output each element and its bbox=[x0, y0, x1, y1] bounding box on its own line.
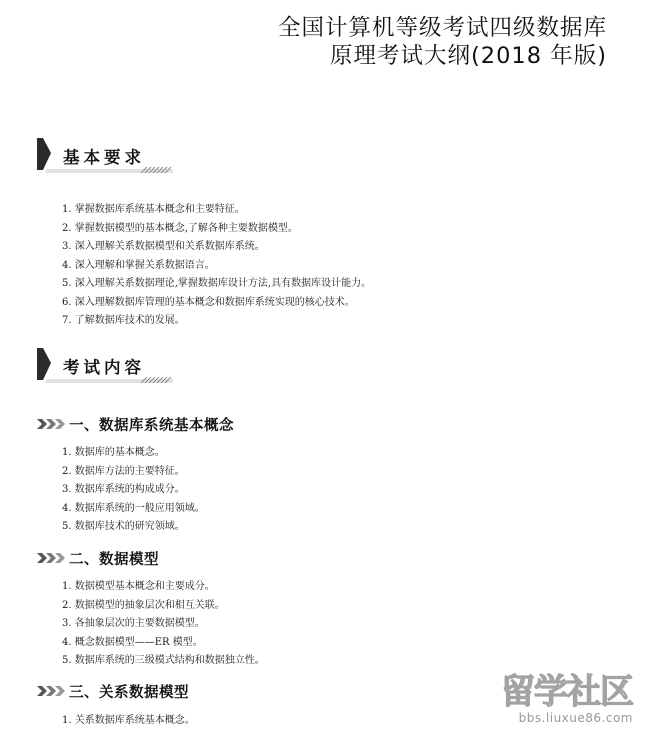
list-item: 3. 数据库系统的构成成分。 bbox=[62, 484, 185, 495]
list-item: 2. 数据库方法的主要特征。 bbox=[62, 465, 185, 477]
triple-arrow-icon bbox=[37, 552, 67, 564]
list-item: 4. 概念数据模型——ER 模型。 bbox=[62, 636, 203, 648]
watermark-url: bbs.liuxue86.com bbox=[518, 711, 633, 725]
subsection-title: 二、数据模型 bbox=[69, 550, 159, 568]
title-line-1: 全国计算机等级考试四级数据库 bbox=[277, 15, 607, 41]
subsection-title: 三、关系数据模型 bbox=[69, 683, 189, 701]
triple-arrow-icon bbox=[37, 418, 67, 430]
watermark-logo: 留学社区 bbox=[501, 672, 633, 712]
list-item: 1. 数据库的基本概念。 bbox=[62, 447, 165, 458]
basic-requirements-list bbox=[62, 201, 371, 331]
list-item: 1. 数据模型基本概念和主要成分。 bbox=[62, 581, 215, 592]
data-model-list bbox=[62, 578, 265, 671]
section-heading: 基本要求 bbox=[63, 148, 145, 167]
list-item: 5. 数据库技术的研究领域。 bbox=[62, 521, 185, 532]
list-item: 5. 数据库系统的三级模式结构和数据独立性。 bbox=[62, 655, 265, 666]
subsection-heading-basic-concepts bbox=[37, 414, 234, 434]
list-item: 7. 了解数据库技术的发展。 bbox=[62, 315, 185, 326]
list-item: 4. 深入理解和掌握关系数据语言。 bbox=[62, 259, 215, 271]
relational-model-list bbox=[62, 712, 195, 731]
subsection-heading-relational-model bbox=[37, 681, 189, 701]
subsection-heading-data-model bbox=[37, 548, 159, 568]
list-item: 1. 关系数据库系统基本概念。 bbox=[62, 715, 195, 726]
document-title bbox=[278, 14, 607, 70]
list-item: 5. 深入理解关系数据理论,掌握数据库设计方法,具有数据库设计能力。 bbox=[62, 278, 372, 289]
site-watermark bbox=[473, 673, 633, 731]
section-banner-basic-requirements bbox=[37, 138, 173, 176]
list-item: 1. 掌握数据库系统基本概念和主要特征。 bbox=[62, 204, 245, 215]
list-item: 3. 深入理解关系数据模型和关系数据库系统。 bbox=[62, 241, 265, 252]
list-item: 6. 深入理解数据库管理的基本概念和数据库系统实现的核心技术。 bbox=[62, 296, 355, 308]
list-item: 2. 数据模型的抽象层次和相互关联。 bbox=[62, 599, 225, 611]
subsection-title: 一、数据库系统基本概念 bbox=[69, 416, 234, 434]
section-heading: 考试内容 bbox=[63, 358, 145, 377]
list-item: 2. 掌握数据模型的基本概念,了解各种主要数据模型。 bbox=[62, 222, 298, 234]
triple-arrow-icon bbox=[37, 685, 67, 697]
section-banner-exam-content bbox=[37, 348, 173, 386]
list-item: 4. 数据库系统的一般应用领域。 bbox=[62, 502, 205, 514]
title-line-2: 原理考试大纲(2018 年版) bbox=[330, 43, 607, 69]
list-item: 3. 各抽象层次的主要数据模型。 bbox=[62, 618, 205, 629]
basic-concepts-list bbox=[62, 444, 205, 537]
